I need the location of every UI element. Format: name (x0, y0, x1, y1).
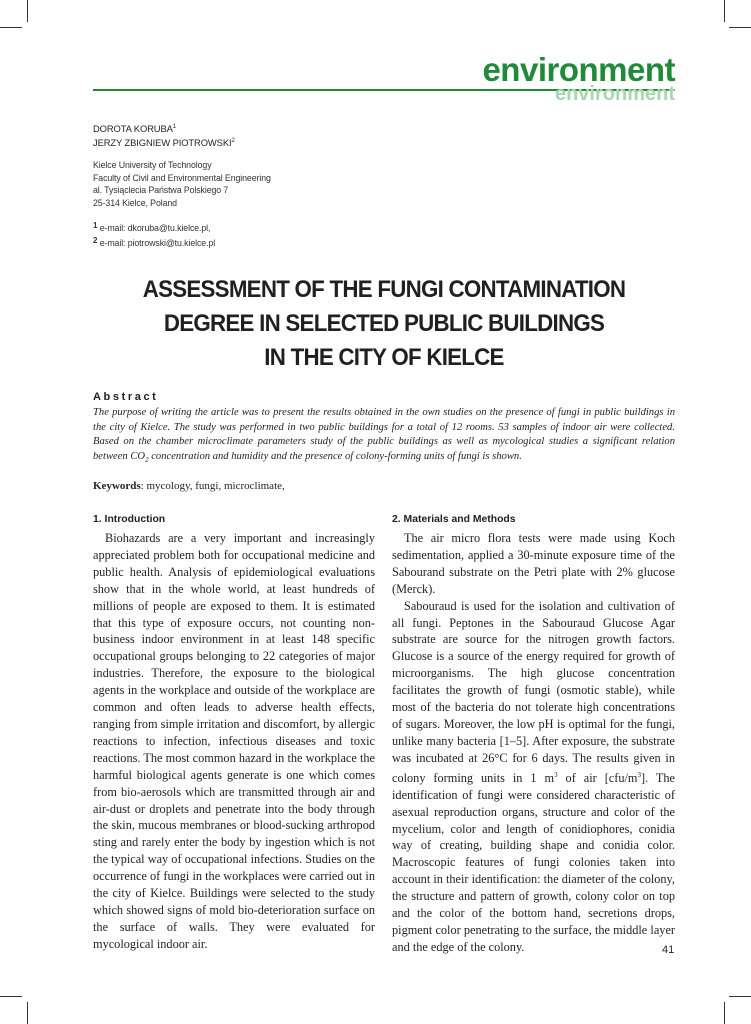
abstract-text: The purpose of writing the article was to present the results obtained in the own studies on the presence of fungi in public buildings in the city of Kielce. The study was performed in two public buildings for a total of 12 rooms. 53 samples of indoor air were collected. Based on the chamber microclimate parameters study of the public buildings as well as mycological studies a significant relation between $CO_2$ concentration and humidity and the presence of colony-forming units of fungi is shown. (93, 407, 675, 465)
affiliation-line: al. Tysiąclecia Państwa Polskiego 7 (93, 185, 229, 196)
journal-logo-shadow: environment (554, 83, 675, 105)
abstract-heading: Abstract (93, 391, 159, 403)
journal-logo-text: environment (482, 51, 675, 88)
paragraph: Biohazards are a very important and increasingly appreciated problem both for occupational medicine and public health. Analysis of epidemiological evaluations show that in the whole world, at least hundreds of millions of people are exposed to them. It is estimated that this type of exposure occurs, not counting non-business indoor environment in at least 148 specific occupational groups belonging to 22 categories of major industries. Therefore, the exposure to the biological agents in the workplace and outside of the workplace are common and often leads to adverse health effects, ranging from simple irritation and discomfort, by allergic reactions to infection, infectious diseases and toxic reactions. The most common hazard in the workplace the harmful biological agents generate is one which comes from bio-aerosols which are transmitted through air and air-dust or droplets and penetrate into the body through the skin, mucous membranes or blood-sucking arthropod sting and rarely enter the body by ingestion which is not the typical way of occupational infections. Studies on the occurrence of fungi in the workplaces were carried out in the city of Kielce. Buildings were selected to the study which showed signs of mold bio-deterioration surface on the surface of walls. They were evaluated for mycological indoor air. (93, 531, 375, 951)
crop-mark (729, 996, 751, 997)
affiliation-line: Kielce University of Technology (93, 160, 212, 170)
crop-mark (27, 1002, 28, 1024)
crop-mark (724, 0, 725, 22)
emails (93, 220, 393, 249)
affiliation-line: 25-314 Kielce, Poland (93, 198, 177, 209)
author-name: JERZY ZBIGNIEW PIOTROWSKI$^2$ (93, 137, 235, 148)
email-line: $^1$ e-mail: dkoruba@tu.kielce.pl, (93, 220, 211, 233)
keywords: Keywords: mycology, fungi, microclimate, (93, 480, 285, 492)
crop-mark (0, 27, 22, 28)
paragraph: Sabouraud is used for the isolation and cultivation of all fungi. Peptones in the Sabouraud Glucose Agar substrate are source for the nitrogen growth factors. Glucose is a source of the energy required for growth of microorganisms. The high glucose concentration facilitates the growth of fungi (osmotic stable), while most of the bacteria do not tolerate high concentrations of sugars. Moreover, the low pH is optimal for the fungi, unlike many bacteria [1–5]. After exposure, the substrate was incubated at 26°C for 6 days. The results given in colony forming units in 1 $m^3$ of air $[cfu/m^3]$. The identification of fungi were considered characteristic of asexual reproduction organs, structure and color of the mycelium, color and length of conidiophores, conidia way of creating, building shape and conidia color. Macroscopic features of fungi colonies taken into account in their identification: the diameter of the colony, the structure and pattern of growth, colony color on top and the color of the bottom hand, secretions drops, pigment color penetrating to the surface, the middle layer and the edge of the colony. (392, 598, 675, 954)
affiliation (93, 159, 393, 210)
journal-logo (482, 51, 675, 105)
section-heading: 1. Introduction (93, 514, 166, 525)
paragraph: The air micro flora tests were made using Koch sedimentation, applied a 30-minute exposure time of the Sabourand substrate on the Petri plate with 2% glucose (Merck). (392, 531, 675, 596)
crop-mark (724, 1002, 725, 1024)
crop-mark (0, 996, 22, 997)
article-title (113, 273, 654, 375)
column-right (392, 513, 675, 956)
author-name: DOROTA KORUBA$^1$ (93, 123, 177, 134)
section-heading: 2. Materials and Methods (392, 514, 516, 525)
affiliation-line: Faculty of Civil and Environmental Engineering (93, 172, 271, 183)
title-line: ASSESSMENT OF THE FUNGI CONTAMINATION (142, 276, 626, 303)
crop-mark (729, 27, 751, 28)
crop-mark (27, 0, 28, 22)
title-line: DEGREE IN SELECTED PUBLIC BUILDINGS (163, 310, 605, 337)
page-number: 41 (662, 944, 675, 956)
author-block (93, 121, 393, 249)
email-line: $^2$ e-mail: piotrowski@tu.kielce.pl (93, 235, 216, 248)
title-line: IN THE CITY OF KIELCE (264, 344, 504, 371)
column-left (93, 513, 375, 953)
